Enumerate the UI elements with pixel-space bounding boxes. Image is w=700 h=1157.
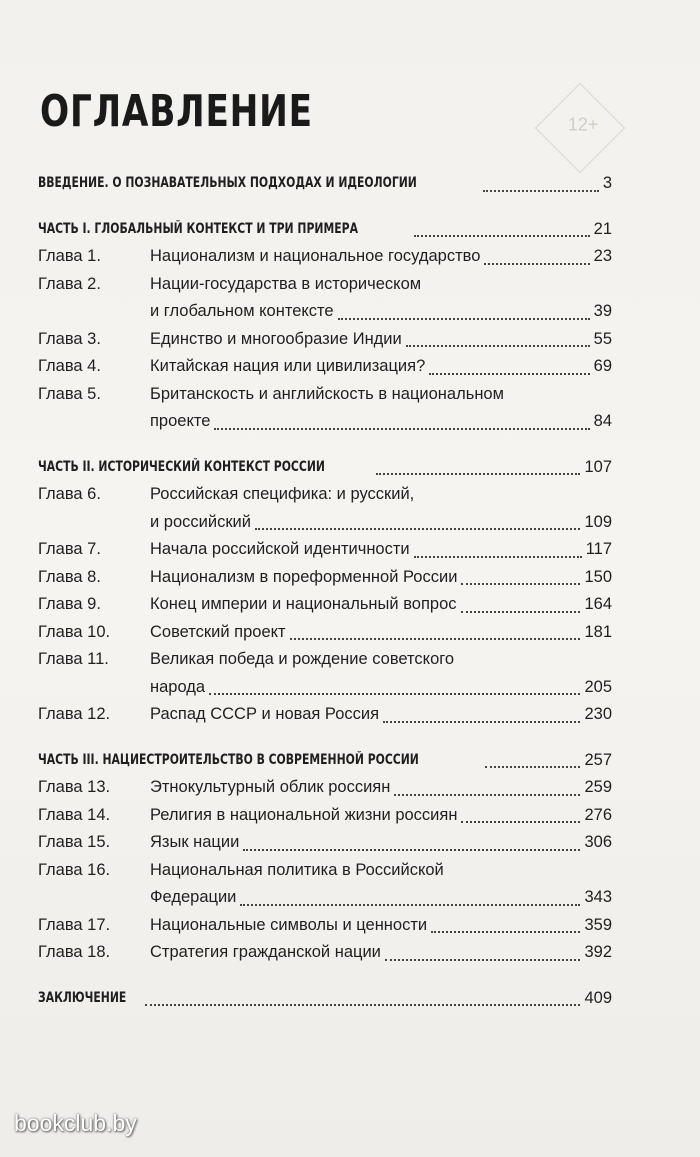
toc-chapter <box>38 536 612 564</box>
chapter-page: 392 <box>584 943 612 961</box>
toc-part-title: ЧАСТЬ I. ГЛОБАЛЬНЫЙ КОНТЕКСТ И ТРИ ПРИМЕРА <box>38 220 358 237</box>
chapter-line-2 <box>38 408 612 436</box>
chapter-page: 55 <box>593 329 612 348</box>
toc-chapter <box>38 381 612 436</box>
chapter-title-wrap <box>150 619 612 647</box>
chapter-title-cont: и глобальном контексте <box>150 302 334 320</box>
leader-dots <box>461 583 580 585</box>
toc-conclusion-title: ЗАКЛЮЧЕНИЕ <box>38 989 127 1006</box>
leader-dots <box>485 766 581 768</box>
chapter-title: Конец империи и национальный вопрос <box>150 595 457 613</box>
toc-chapter <box>38 271 612 326</box>
toc-chapter <box>38 939 612 967</box>
chapter-page: 359 <box>584 915 612 934</box>
chapter-page: 84 <box>593 412 612 430</box>
chapter-title: Нации-государства в историческом <box>150 274 422 293</box>
chapter-number: Глава 3. <box>38 329 101 348</box>
chapter-title: Британскость и английскость в национальном <box>150 384 504 403</box>
chapter-number: Глава 1. <box>38 247 101 265</box>
chapter-page: 109 <box>584 512 612 531</box>
chapter-line-1 <box>38 857 612 885</box>
chapter-page: 205 <box>584 677 612 696</box>
chapter-title: Религия в национальной жизни россиян <box>150 805 458 824</box>
chapter-page: 230 <box>584 705 612 723</box>
toc-chapter <box>38 243 612 271</box>
toc-part-page: 21 <box>593 219 612 238</box>
toc-chapter <box>38 353 612 381</box>
chapter-page: 276 <box>584 805 612 824</box>
leader-dots <box>394 794 580 796</box>
leader-dots <box>243 849 580 851</box>
chapter-title-wrap <box>150 774 612 802</box>
chapter-line-2 <box>38 674 612 702</box>
site-watermark: bookclub.by <box>14 1110 137 1136</box>
chapter-title-wrap <box>150 353 612 381</box>
leader-dots <box>290 638 581 640</box>
chapter-title-cont: и российский <box>150 512 251 531</box>
chapter-title-cont: проекте <box>150 412 211 430</box>
chapter-title-wrap <box>150 802 612 830</box>
chapter-number: Глава 18. <box>38 943 111 961</box>
chapter-title-wrap <box>150 939 612 967</box>
leader-dots <box>431 931 580 933</box>
chapter-page: 117 <box>585 540 612 558</box>
chapter-number: Глава 5. <box>38 384 101 403</box>
chapter-number: Глава 6. <box>38 485 101 503</box>
chapter-title-wrap <box>150 243 612 271</box>
chapter-page: 181 <box>584 622 612 641</box>
leader-dots <box>414 235 590 237</box>
toc-chapter <box>38 912 612 940</box>
chapter-page: 306 <box>584 833 612 851</box>
toc-chapter <box>38 701 612 729</box>
toc-intro-title: ВВЕДЕНИЕ. О ПОЗНАВАТЕЛЬНЫХ ПОДХОДАХ И ИДЕОЛОГИИ <box>38 175 417 191</box>
toc-chapter <box>38 802 612 830</box>
chapter-page: 23 <box>593 247 612 265</box>
toc-chapter <box>38 564 612 592</box>
chapter-page: 150 <box>584 567 612 586</box>
toc-chapter <box>38 326 612 354</box>
chapter-number: Глава 14. <box>38 805 111 824</box>
chapter-page: 69 <box>593 357 612 375</box>
chapter-line-1 <box>38 271 612 299</box>
chapter-number: Глава 15. <box>38 833 111 851</box>
toc-intro-page: 3 <box>602 174 612 192</box>
chapter-title-wrap <box>150 829 612 857</box>
toc-chapter <box>38 774 612 802</box>
chapter-number: Глава 12. <box>38 705 111 723</box>
table-of-contents <box>38 170 612 1012</box>
leader-dots <box>414 556 582 558</box>
chapter-title-wrap <box>150 912 612 940</box>
chapter-number: Глава 11. <box>38 650 109 668</box>
chapter-title-cont: Федерации <box>150 888 237 906</box>
chapter-line-2 <box>38 298 612 326</box>
chapter-number: Глава 8. <box>38 567 101 586</box>
chapter-title: Распад СССР и новая Россия <box>150 705 380 723</box>
chapter-title: Начала российской идентичности <box>150 540 410 558</box>
toc-intro <box>38 170 612 198</box>
toc-part <box>38 454 612 482</box>
chapter-title: Язык нации <box>150 833 240 851</box>
chapter-title-wrap <box>150 701 612 729</box>
toc-chapter <box>38 646 612 701</box>
chapter-number: Глава 10. <box>38 622 111 641</box>
chapter-title: Китайская нация или цивилизация? <box>150 357 426 375</box>
chapter-title-wrap <box>150 326 612 354</box>
chapter-page: 164 <box>584 595 612 613</box>
leader-dots <box>376 473 581 475</box>
leader-dots <box>484 263 589 265</box>
leader-dots <box>385 959 581 961</box>
chapter-number: Глава 16. <box>38 860 111 879</box>
chapter-number: Глава 9. <box>38 595 101 613</box>
chapter-title: Великая победа и рождение советского <box>150 650 455 668</box>
chapter-title-wrap <box>150 536 612 564</box>
leader-dots <box>461 611 581 613</box>
toc-chapter <box>38 619 612 647</box>
leader-dots <box>406 345 590 347</box>
chapter-line-1 <box>38 381 612 409</box>
chapter-number: Глава 2. <box>38 274 101 293</box>
chapter-page: 39 <box>593 302 612 320</box>
chapter-title: Национальные символы и ценности <box>150 915 428 934</box>
leader-dots <box>240 904 580 906</box>
toc-chapter <box>38 857 612 912</box>
chapter-title: Стратегия гражданской нации <box>150 943 381 961</box>
toc-part-page: 107 <box>584 457 612 476</box>
chapter-number: Глава 7. <box>38 540 101 558</box>
leader-dots <box>209 693 580 695</box>
chapter-title: Российская специфика: и русский, <box>150 485 415 503</box>
chapter-line-2 <box>38 884 612 912</box>
chapter-title: Советский проект <box>150 622 286 641</box>
age-rating-stamp: 12+ <box>535 83 626 174</box>
toc-chapter <box>38 591 612 619</box>
chapter-line-1 <box>38 481 612 509</box>
chapter-page: 343 <box>584 888 612 906</box>
page-title: ОГЛАВЛЕНИЕ <box>40 86 313 137</box>
leader-dots <box>338 318 590 320</box>
chapter-number: Глава 4. <box>38 357 101 375</box>
toc-part <box>38 216 612 244</box>
chapter-title: Единство и многообразие Индии <box>150 329 402 348</box>
toc-conclusion <box>38 985 612 1013</box>
toc-chapter <box>38 481 612 536</box>
chapter-line-2 <box>38 509 612 537</box>
toc-part <box>38 747 612 775</box>
leader-dots <box>145 1004 581 1006</box>
chapter-number: Глава 17. <box>38 915 111 934</box>
leader-dots <box>429 373 589 375</box>
chapter-title: Этнокультурный облик россиян <box>150 778 391 796</box>
chapter-title: Национализм в пореформенной России <box>150 567 458 586</box>
toc-parts <box>38 216 612 967</box>
chapter-title: Национализм и национальное государство <box>150 247 481 265</box>
chapter-number: Глава 13. <box>38 778 111 796</box>
chapter-title-wrap <box>150 564 612 592</box>
chapter-title-cont: народа <box>150 677 206 696</box>
leader-dots <box>214 428 589 430</box>
leader-dots <box>483 190 599 192</box>
leader-dots <box>383 721 580 723</box>
leader-dots <box>461 821 580 823</box>
chapter-page: 259 <box>584 778 612 796</box>
toc-part-title: ЧАСТЬ II. ИСТОРИЧЕСКИЙ КОНТЕКСТ РОССИИ <box>38 458 325 475</box>
toc-part-page: 257 <box>584 750 612 769</box>
toc-part-title: ЧАСТЬ III. НАЦИЕСТРОИТЕЛЬСТВО В СОВРЕМЕННОЙ РОССИИ <box>38 751 419 768</box>
toc-chapter <box>38 829 612 857</box>
chapter-line-1 <box>38 646 612 674</box>
chapter-title-wrap <box>150 591 612 619</box>
leader-dots <box>255 528 580 530</box>
toc-conclusion-page: 409 <box>584 988 612 1007</box>
chapter-title: Национальная политика в Российской <box>150 860 444 879</box>
